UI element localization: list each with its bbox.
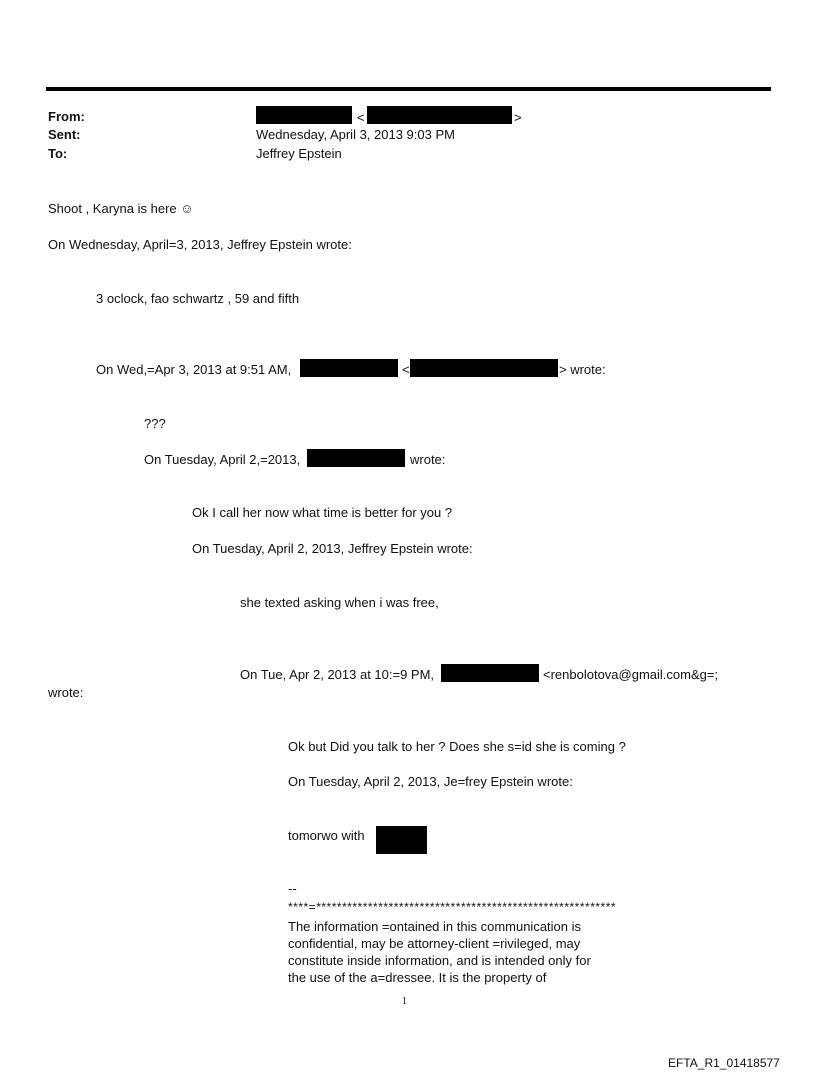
message-text: Shoot , Karyna is here	[48, 201, 181, 216]
signature-separator: --	[288, 881, 297, 896]
page-number: 1	[402, 996, 407, 1007]
quoted-message-3: Ok I call her now what time is better for you ?	[192, 505, 453, 520]
redaction-name-4	[376, 826, 427, 854]
asterisk-line: ****=**********************************************************	[288, 900, 617, 914]
quote-header-6: On Tuesday, April 2, 2013, Je=frey Epstein wrote:	[288, 774, 573, 789]
sent-label: Sent:	[48, 127, 81, 142]
quote-header-4: On Tuesday, April 2, 2013, Jeffrey Epstein wrote:	[192, 541, 473, 556]
quoted-message-2: ???	[144, 416, 166, 431]
quoted-message-6: tomorwo with	[288, 828, 365, 843]
smiley-icon: ☺	[180, 201, 194, 216]
quote-header-5-email: <renbolotova@gmail.com&g=;	[543, 667, 719, 682]
document-id: EFTA_R1_01418577	[668, 1056, 780, 1070]
from-lt: <	[357, 110, 365, 125]
quoted-message-1: 3 oclock, fao schwartz , 59 and fifth	[96, 291, 300, 306]
from-gt: >	[514, 110, 522, 125]
redaction-sender-name-2	[307, 449, 405, 467]
disclaimer-line: confidential, may be attorney-client =rivileged, may	[288, 936, 581, 951]
message-line	[48, 201, 194, 217]
redaction-sender-name-3	[441, 664, 539, 682]
quote-header-2-lt: <	[402, 362, 410, 377]
redaction-sender-email	[410, 359, 558, 377]
disclaimer-line: constitute inside information, and is intended only for	[288, 953, 591, 968]
quote-header-5-wrote: wrote:	[48, 685, 84, 700]
redaction-from-name	[256, 106, 352, 124]
quoted-message-5: Ok but Did you talk to her ? Does she s=id she is coming ?	[288, 739, 626, 754]
quote-header-1: On Wednesday, April=3, 2013, Jeffrey Epstein wrote:	[48, 237, 352, 252]
quote-header-3-prefix: On Tuesday, April 2,=2013,	[144, 452, 301, 467]
quote-header-5-prefix: On Tue, Apr 2, 2013 at 10:=9 PM,	[240, 667, 435, 682]
quote-header-2-suffix: > wrote:	[559, 362, 606, 377]
disclaimer-line: The information =ontained in this communication is	[288, 919, 582, 934]
quoted-message-4: she texted asking when i was free,	[240, 595, 439, 610]
quote-header-3-suffix: wrote:	[410, 452, 446, 467]
from-label: From:	[48, 109, 85, 124]
quote-header-2-prefix: On Wed,=Apr 3, 2013 at 9:51 AM,	[96, 362, 292, 377]
disclaimer-line: the use of the a=dressee. It is the property of	[288, 970, 547, 985]
disclaimer	[288, 918, 628, 986]
redaction-sender-name	[300, 359, 398, 377]
to-label: To:	[48, 146, 68, 161]
header-rule	[46, 87, 771, 91]
sent-value: Wednesday, April 3, 2013 9:03 PM	[256, 127, 455, 142]
to-value: Jeffrey Epstein	[256, 146, 342, 161]
redaction-from-email	[367, 106, 512, 124]
